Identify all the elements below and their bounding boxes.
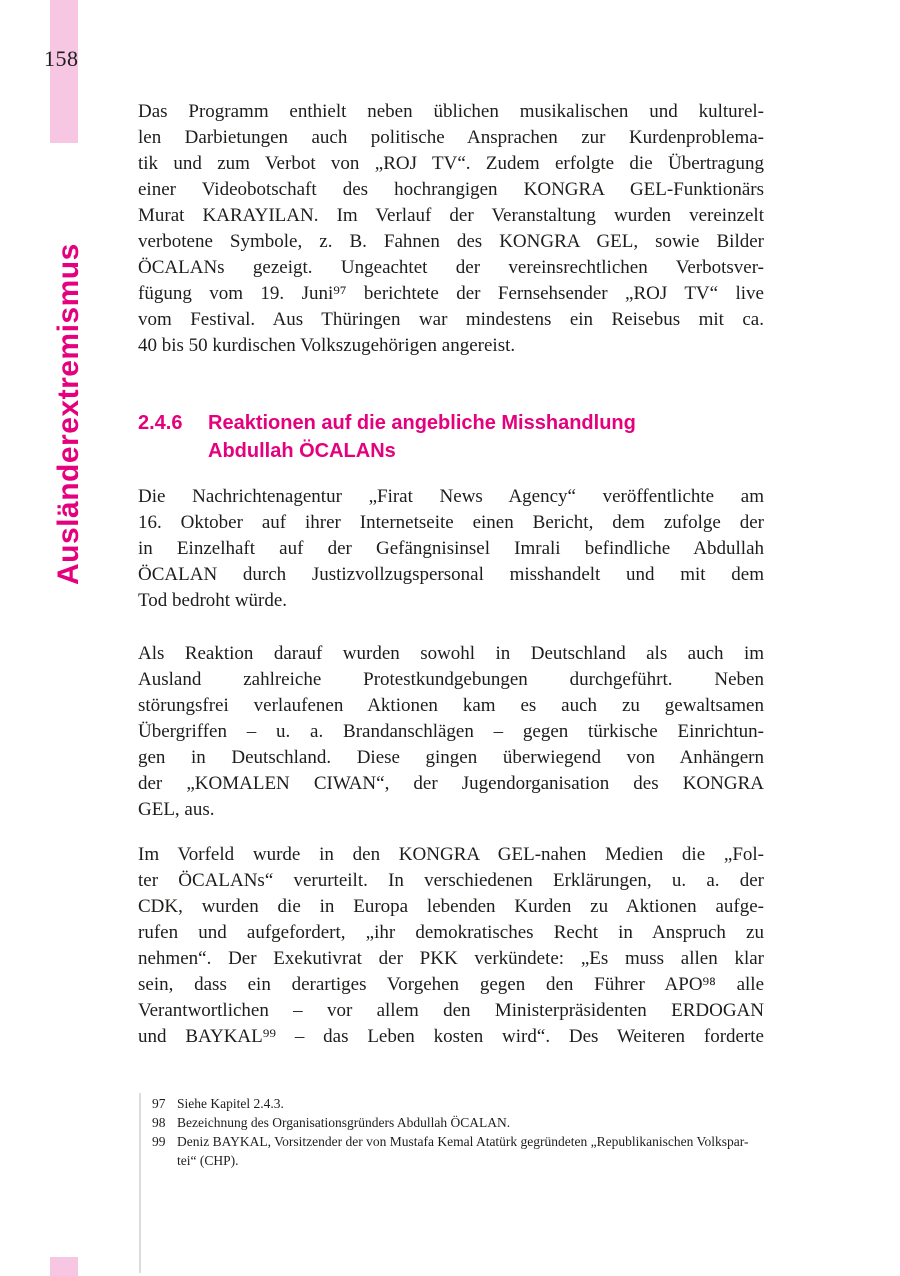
text-line: len Darbietungen auch politische Ansprachen zur Kurdenproblema- <box>138 127 764 148</box>
text-line: Die Nachrichtenagentur „Firat News Agency“ veröffentlichte am <box>138 486 764 507</box>
paragraph-media-reaction <box>138 842 764 1050</box>
text-line: rufen und aufgefordert, „ihr demokratisches Recht in Anspruch zu <box>138 922 764 943</box>
text-line: Murat KARAYILAN. Im Verlauf der Veranstaltung wurden vereinzelt <box>138 205 764 226</box>
text-line: Im Vorfeld wurde in den KONGRA GEL-nahen Medien die „Fol- <box>138 844 764 865</box>
text-line: verbotene Symbole, z. B. Fahnen des KONGRA GEL, sowie Bilder <box>138 231 764 252</box>
chapter-sidebar-label: Ausländerextremismus <box>52 243 85 585</box>
text-line: sein, dass ein derartiges Vorgehen gegen den Führer APO⁹⁸ alle <box>138 974 764 995</box>
text-line: Ausland zahlreiche Protestkundgebungen durchgeführt. Neben <box>138 669 764 690</box>
section-title-line2: Abdullah ÖCALANs <box>208 440 396 462</box>
footnote-number: 99 <box>152 1134 166 1149</box>
text-line: ter ÖCALANs“ verurteilt. In verschiedenen Erklärungen, u. a. der <box>138 870 764 891</box>
page-number: 158 <box>44 46 79 71</box>
paragraph-protests <box>138 641 764 823</box>
text-line: tik und zum Verbot von „ROJ TV“. Zudem erfolgte die Übertragung <box>138 153 764 174</box>
text-line: CDK, wurden die in Europa lebenden Kurden zu Aktionen aufge- <box>138 896 764 917</box>
text-line: fügung vom 19. Juni⁹⁷ berichtete der Fernsehsender „ROJ TV“ live <box>138 283 764 304</box>
chapter-color-tab-bottom <box>50 1257 78 1276</box>
section-title-line1: Reaktionen auf die angebliche Misshandlung <box>208 412 636 434</box>
text-line: Tod bedroht würde. <box>138 590 288 611</box>
paragraph-news-agency <box>138 484 764 614</box>
text-line: ÖCALANs gezeigt. Ungeachtet der vereinsrechtlichen Verbotsver- <box>138 257 764 278</box>
section-number: 2.4.6 <box>138 412 183 434</box>
text-line: nehmen“. Der Exekutivrat der PKK verkündete: „Es muss allen klar <box>138 948 764 969</box>
footnotes <box>152 1094 812 1170</box>
text-line: einer Videobotschaft des hochrangigen KONGRA GEL-Funktionärs <box>138 179 764 200</box>
text-line: Verantwortlichen – vor allem den Ministerpräsidenten ERDOGAN <box>138 1000 764 1021</box>
text-line: Übergriffen – u. a. Brandanschlägen – gegen türkische Einrichtun- <box>138 721 764 742</box>
text-line: störungsfrei verlaufenen Aktionen kam es auch zu gewaltsamen <box>138 695 764 716</box>
footnote-text: Siehe Kapitel 2.4.3. <box>177 1096 284 1111</box>
text-line: Das Programm enthielt neben üblichen musikalischen und kulturel- <box>138 101 764 122</box>
footnote-number: 97 <box>152 1096 166 1111</box>
text-line: der „KOMALEN CIWAN“, der Jugendorganisation des KONGRA <box>138 773 764 794</box>
footnote <box>152 1094 812 1113</box>
section-heading <box>138 409 764 465</box>
footnote-number: 98 <box>152 1115 166 1130</box>
text-line: Als Reaktion darauf wurden sowohl in Deutschland als auch im <box>138 643 764 664</box>
text-line: GEL, aus. <box>138 799 215 820</box>
text-line: vom Festival. Aus Thüringen war mindestens ein Reisebus mit ca. <box>138 309 764 330</box>
footnote <box>152 1132 812 1170</box>
text-line: und BAYKAL⁹⁹ – das Leben kosten wird“. Des Weiteren forderte <box>138 1026 764 1047</box>
text-line: in Einzelhaft auf der Gefängnisinsel Imrali befindliche Abdullah <box>138 538 764 559</box>
text-line: 16. Oktober auf ihrer Internetseite einen Bericht, dem zufolge der <box>138 512 764 533</box>
text-line: 40 bis 50 kurdischen Volkszugehörigen angereist. <box>138 335 516 356</box>
text-line: ÖCALAN durch Justizvollzugspersonal misshandelt und mit dem <box>138 564 764 585</box>
section-title <box>208 409 764 465</box>
paragraph-festival <box>138 99 764 359</box>
footnote-text: Deniz BAYKAL, Vorsitzender der von Mustafa Kemal Atatürk gegründeten „Republikanischen Volkspar- tei“ (CHP). <box>177 1134 749 1168</box>
footnote <box>152 1113 812 1132</box>
text-line: gen in Deutschland. Diese gingen überwiegend von Anhängern <box>138 747 764 768</box>
footnote-divider-line <box>139 1093 141 1273</box>
footnote-text: Bezeichnung des Organisationsgründers Abdullah ÖCALAN. <box>177 1115 511 1130</box>
